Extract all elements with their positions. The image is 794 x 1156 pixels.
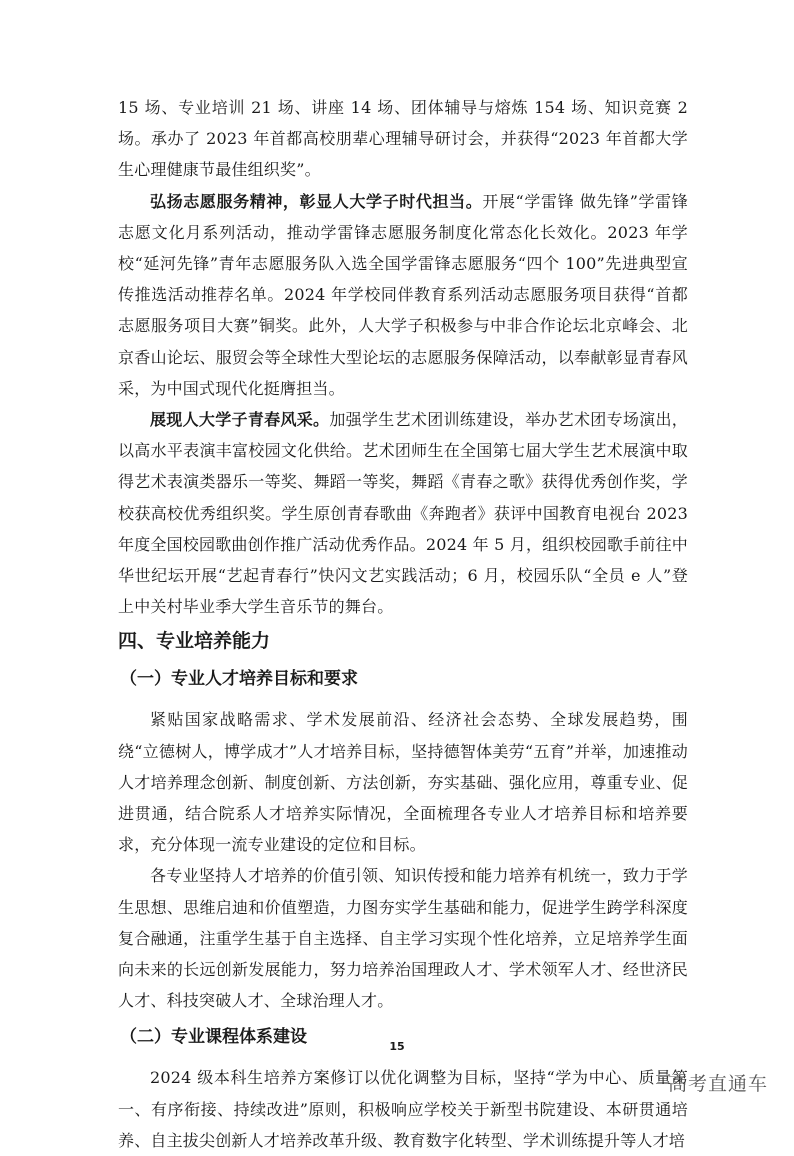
page-content <box>118 92 688 1156</box>
paragraph-lead-youth: 展现人大学子青春风采。 <box>150 410 330 430</box>
paragraph-lead-volunteer: 弘扬志愿服务精神，彰显人大学子时代担当。 <box>150 191 483 211</box>
paragraph-training-goals: 紧贴国家战略需求、学术发展前沿、经济社会态势、全球发展趋势，围绕“立德树人，博学成才”人才培养目标，坚持德智体美劳“五育”并举，加速推动人才培养理念创新、制度创新、方法创新，夯实基础、强化应用，尊重专业、促进贯通，结合院系人才培养实际情况，全面梳理各专业人才培养目标和培养要求，充分体现一流专业建设的定位和目标。 <box>118 710 688 855</box>
paragraph-body-youth: 加强学生艺术团训练建设，举办艺术团专场演出，以高水平表演丰富校园文化供给。艺术团师生在全国第七届大学生艺术展演中取得艺术表演类器乐一等奖、舞蹈一等奖，舞蹈《青春之歌》获得优秀创作奖，学校获高校优秀组织奖。学生原创青春歌曲《奔跑者》获评中国教育电视台 2023 年度全国校园歌曲创作推广活动优秀作品。2024 年 5 月，组织校园歌手前往中华世纪坛开展“艺起青春行”快闪文艺实践活动；6 月，校园乐队“全员 e 人”登上中关村毕业季大学生音乐节的舞台。 <box>118 410 689 617</box>
paragraph-youth-style <box>118 404 688 622</box>
subsection-heading-1: （一）专业人才培养目标和要求 <box>120 669 358 690</box>
paragraph-volunteer-service <box>118 186 688 404</box>
paragraph-curriculum: 2024 级本科生培养方案修订以优化调整为目标，坚持“学为中心、质量第一、有序衔接、持续改进”原则，积极响应学校关于新型书院建设、本研贯通培养、自主拔尖创新人才培养改革升级、教育数字化转型、学术训练提升等人才培 <box>118 1068 688 1150</box>
page-number: 15 <box>389 1040 405 1053</box>
paragraph-body-volunteer: 开展“学雷锋 做先锋”学雷锋志愿文化月系列活动，推动学雷锋志愿服务制度化常态化长效化。2023 年学校“延河先锋”青年志愿服务队入选全国学雷锋志愿服务“四个 100”先进典型宣传推选活动推荐名单。2024 年学校同伴教育系列活动志愿服务项目获得“首都志愿服务项目大赛”铜奖。此外，人大学子积极参与中非合作论坛北京峰会、北京香山论坛、服贸会等全球性大型论坛的志愿服务保障活动，以奉献彰显青春风采，为中国式现代化挺膺担当。 <box>118 191 688 398</box>
subsection-heading-2: （二）专业课程体系建设 <box>120 1027 307 1048</box>
paragraph-training-values: 各专业坚持人才培养的价值引领、知识传授和能力培养有机统一，致力于学生思想、思维启迪和价值塑造，力图夯实学生基础和能力，促进学生跨学科深度复合融通，注重学生基于自主选择、自主学习实现个性化培养，立足培养学生面向未来的长远创新发展能力，努力培养治国理政人才、学术领军人才、经世济民人才、科技突破人才、全球治理人才。 <box>118 866 688 1011</box>
section-heading-4: 四、专业培养能力 <box>118 630 271 653</box>
watermark-logo-text: 高考直通车 <box>667 1073 768 1095</box>
paragraph-activities-summary: 15 场、专业培训 21 场、讲座 14 场、团体辅导与熔炼 154 场、知识竞赛 2 场。承办了 2023 年首都高校朋辈心理辅导研讨会，并获得“2023 年首都大学生心理健康节最佳组织奖”。 <box>118 98 688 180</box>
